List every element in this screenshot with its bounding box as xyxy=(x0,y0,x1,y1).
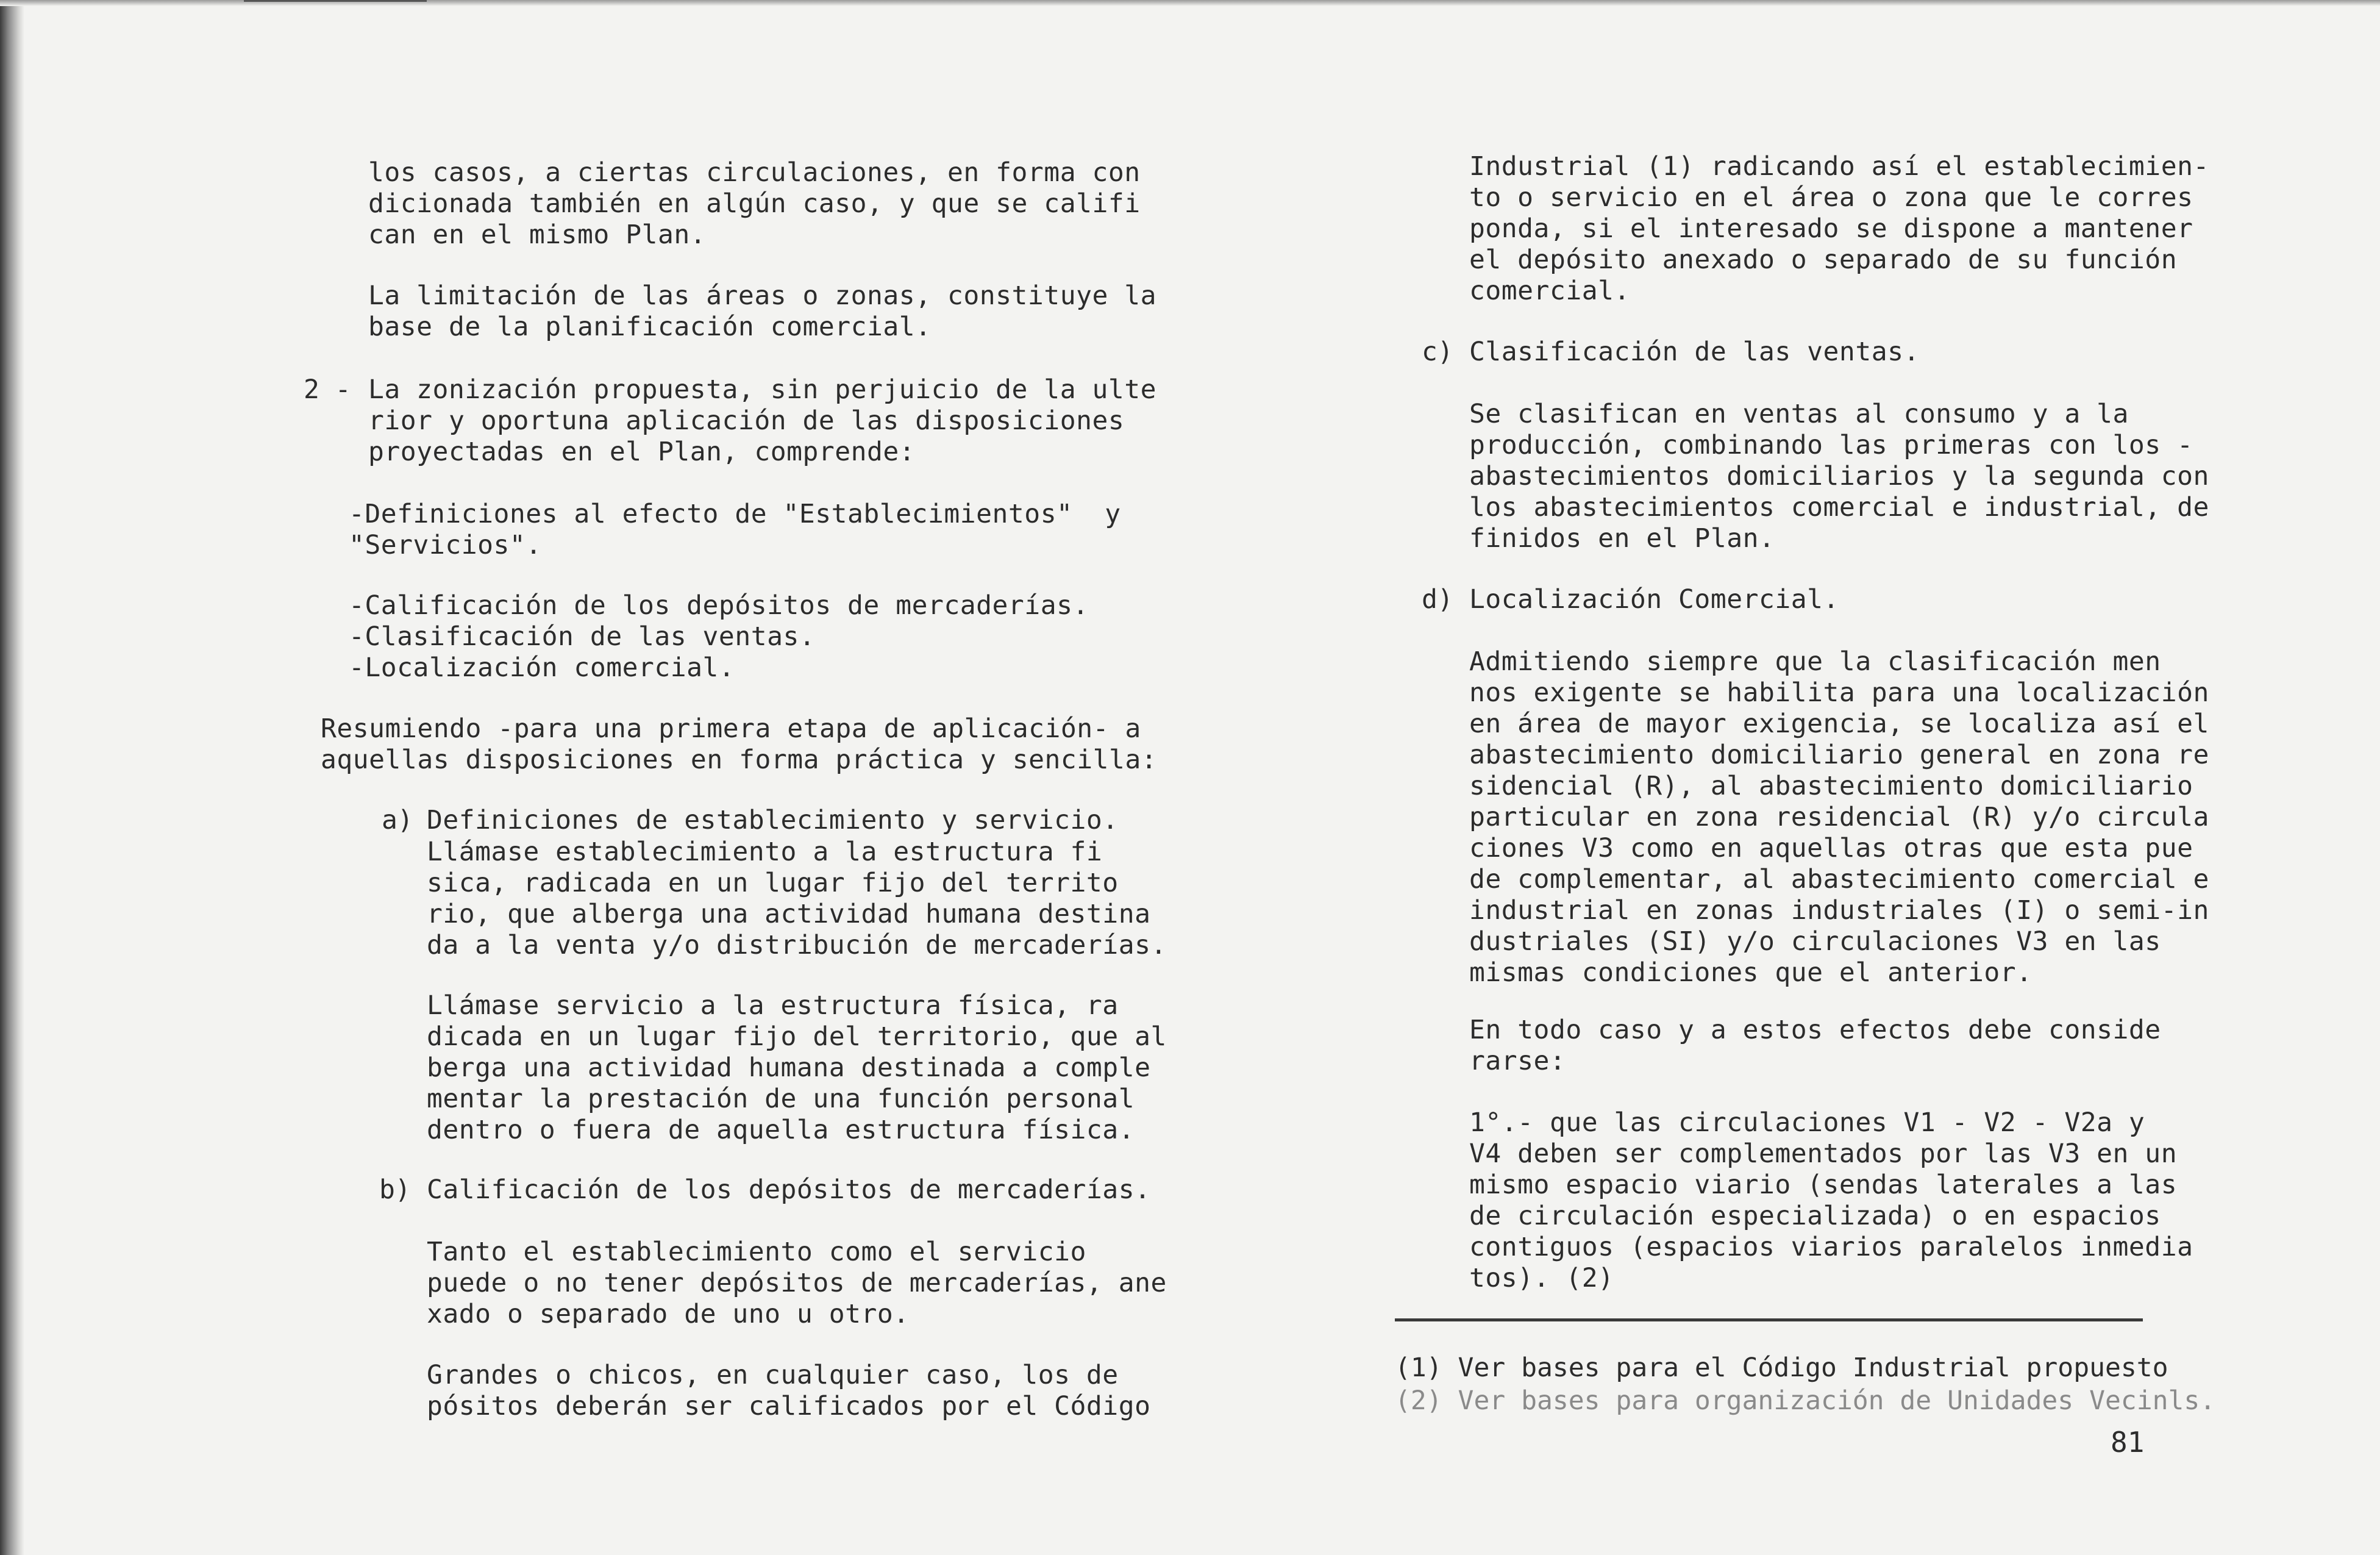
left-paragraph-limitacion: La limitación de las áreas o zonas, constituye la base de la planificación comercial. xyxy=(368,281,1157,342)
footnote-1: (1) Ver bases para el Código Industrial propuesto xyxy=(1395,1353,2168,1383)
section-d-label: d) xyxy=(1422,584,1453,615)
item-2-text: La zonización propuesta, sin perjuicio de la ulte rior y oportuna aplicación de las disposiciones proyectadas en el Plan, comprende: xyxy=(368,374,1157,467)
section-d-paragraph-2: En todo caso y a estos efectos debe conside rarse: xyxy=(1469,1015,2161,1076)
list-items: -Calificación de los depósitos de mercaderías. -Clasificación de las ventas. -Localización comercial. xyxy=(349,590,1089,683)
section-b-label: b) xyxy=(379,1174,411,1205)
footnote-2: (2) Ver bases para organización de Unidades Vecinls. xyxy=(1395,1385,2216,1416)
section-c-heading: Clasificación de las ventas. xyxy=(1469,337,1920,367)
section-a-paragraph-2: Llámase servicio a la estructura física, ra dicada en un lugar fijo del territorio, que al berga una actividad humana destinada a comple mentar la prestación de una función personal dentro o fuera de aquella estructura física. xyxy=(427,990,1167,1145)
section-b-heading: Calificación de los depósitos de mercaderías. xyxy=(427,1174,1151,1205)
section-a-heading: Definiciones de establecimiento y servicio. xyxy=(427,805,1119,835)
section-a-paragraph-1: Llámase establecimiento a la estructura fi sica, radicada en un lugar fijo del territo rio, que alberga una actividad humana destina da a la venta y/o distribución de mercaderías. xyxy=(427,837,1167,960)
section-a-label: a) xyxy=(382,805,413,835)
page-number: 81 xyxy=(2111,1426,2145,1459)
item-2-number: 2 - xyxy=(304,374,351,405)
section-c-label: c) xyxy=(1422,337,1453,367)
section-c-paragraph: Se clasifican en ventas al consumo y a la producción, combinando las primeras con los - abastecimientos domiciliarios y la segunda con los abastecimientos comercial e industrial, de finidos en el Plan. xyxy=(1469,399,2209,554)
right-paragraph-intro: Industrial (1) radicando así el establecimien- to o servicio en el área o zona que le corres ponda, si el interesado se dispone a mantener el depósito anexado o separado de su función comercial. xyxy=(1469,151,2209,306)
left-paragraph-intro: los casos, a ciertas circulaciones, en forma con dicionada también en algún caso, y que se califi can en el mismo Plan. xyxy=(368,157,1141,250)
section-d-paragraph-1: Admitiendo siempre que la clasificación men nos exigente se habilita para una localización en área de mayor exigencia, se localiza así el abastecimiento domiciliario general en zona re sidencial (R), al abastecimiento domiciliario particular en zona residencial (R) y/o circula ciones V3 como en aquellas otras que esta pue de complementar, al abastecimiento comercial e industrial en zonas industriales (I) o semi-in dustriales (SI) y/o circulaciones V3 en las mismas condiciones que el anterior. xyxy=(1469,646,2209,988)
resumiendo-paragraph: Resumiendo -para una primera etapa de aplicación- a aquellas disposiciones en forma práctica y sencilla: xyxy=(321,713,1158,775)
section-b-paragraph-2: Grandes o chicos, en cualquier caso, los de pósitos deberán ser calificados por el Código xyxy=(427,1360,1151,1421)
section-d-point-1: 1°.- que las circulaciones V1 - V2 - V2a y V4 deben ser complementados por las V3 en un mismo espacio viario (sendas laterales a las de circulación especializada) o en espacios contiguos (espacios viarios paralelos inmedia tos). (2) xyxy=(1469,1107,2193,1293)
right-page xyxy=(1190,0,2380,1555)
section-d-heading: Localización Comercial. xyxy=(1469,584,1839,615)
footnote-divider xyxy=(1395,1318,2143,1321)
section-b-paragraph-1: Tanto el establecimiento como el servicio puede o no tener depósitos de mercaderías, ane xado o separado de uno u otro. xyxy=(427,1237,1167,1329)
list-definiciones: -Definiciones al efecto de "Establecimientos" y "Servicios". xyxy=(349,499,1121,560)
